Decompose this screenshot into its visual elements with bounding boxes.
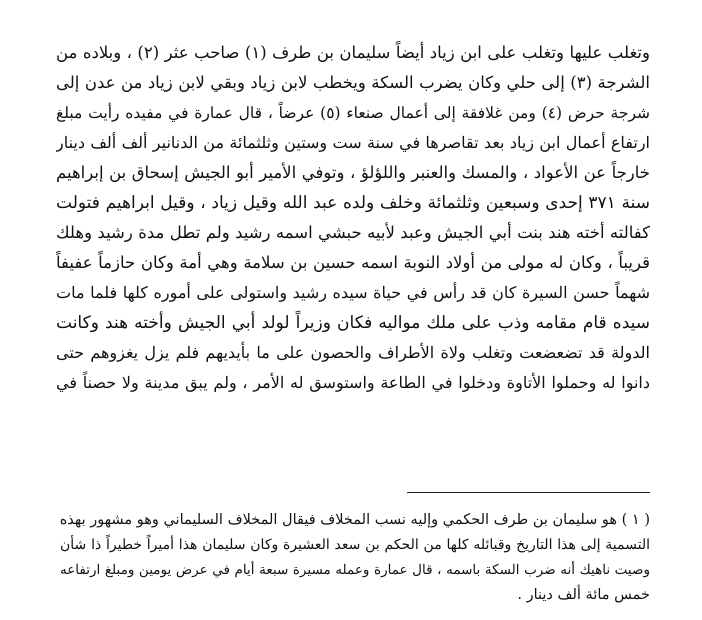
footnote-line: ( ١ ) هو سليمان بن طرف الحكمي وإليه نسب المخلاف فيقال المخلاف السليماني وهو مشهور بهذه [60, 512, 650, 528]
body-line: شرجة حرض (٤) ومن غلافقة إلى أعمال صنعاء (٥) عرضاً ، قال عمارة في مفيده رأيت مبلغ [56, 104, 650, 122]
footnote-separator-rule [407, 492, 650, 493]
body-line: شهماً حسن السيرة كان قد رأس في حياة سيده رشيد واستولى على أموره كلها فلما مات [56, 283, 650, 302]
body-line: وتغلب عليها وتغلب على ابن زياد أيضاً سليمان بن طرف (١) صاحب عثر (٢) ، وبلاده من [56, 43, 650, 62]
body-line: ارتفاع أعمال ابن زياد بعد تقاصرها في سنة ست وستين وثلثمائة من الدنانير ألف ألف دينار [56, 133, 650, 152]
footnote-block [60, 508, 650, 608]
body-line: الدولة قد تضعضعت وتغلب ولاة الأطراف والحصون على ما بأيديهم فلم يزل يغزوهم حتى [56, 343, 650, 362]
main-text-block [56, 38, 650, 398]
body-line: خارجاً عن الأعواد ، والمسك والعنبر واللؤلؤ ، وتوفي الأمير أبو الجيش إسحاق بن إبراهيم [56, 163, 650, 182]
body-line: سنة ٣٧١ إحدى وسبعين وثلثمائة وخلف ولده عبد الله وقيل زياد ، وقيل ابراهيم فتولت [56, 193, 650, 213]
body-line: كفالته أخته هند بنت أبي الجيش وعبد لأبيه حبشي اسمه رشيد ولم تطل مدة رشيد وهلك [56, 223, 650, 242]
body-line: الشرجة (٣) إلى حلي وكان يضرب السكة ويخطب لابن زياد وبقي لابن زياد من عدن إلى [56, 73, 650, 92]
footnote-line: التسمية إلى هذا التاريخ وقبائله كلها من الحكم بن سعد العشيرة وكان سليمان هذا أميراً خطيراً ذا شأن [60, 537, 650, 553]
body-line: قريباً ، وكان له مولى من أولاد النوبة اسمه حسين بن سلامة وهي أمة وكان حازماً عفيفاً [56, 253, 650, 272]
body-line: دانوا له وحملوا الأتاوة ودخلوا في الطاعة واستوسق له الأمر ، ولم يبق مدينة ولا حصناً في [56, 373, 650, 392]
body-line: سيده قام مقامه وذب على ملك مواليه فكان وزيراً لولد أبي الجيش وأخته هند وكانت [56, 313, 650, 333]
footnote-line: وصيت ناهيك أنه ضرب السكة باسمه ، قال عمارة وعمله مسيرة سبعة أيام في عرض يومين ومبلغ ارتفاعه [60, 562, 650, 578]
footnote-line: خمس مائة ألف دينار . [517, 587, 650, 603]
